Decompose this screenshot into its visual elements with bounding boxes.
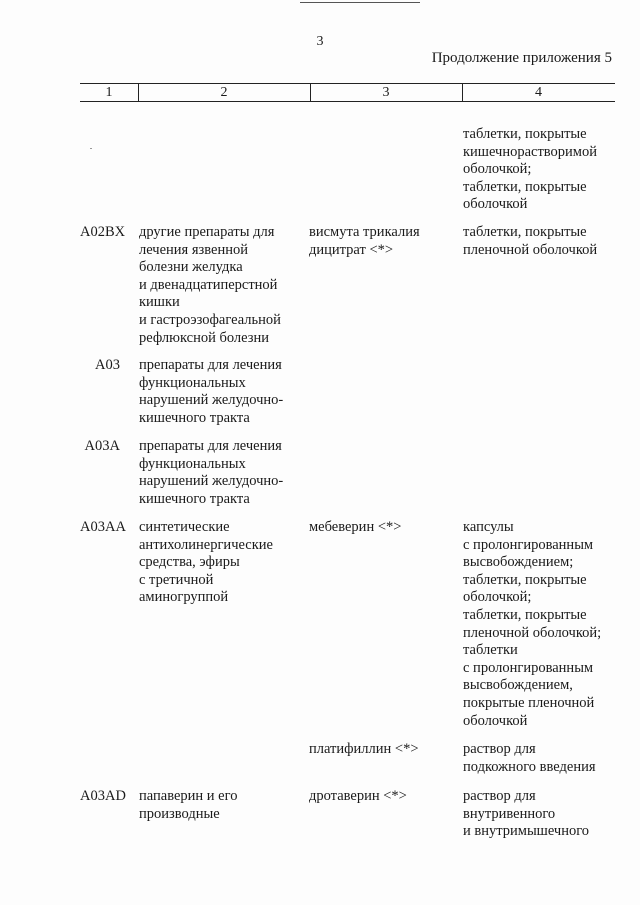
group-name-line: с третичной	[139, 571, 214, 588]
group-name-line: синтетические	[139, 519, 230, 535]
group-name	[139, 788, 304, 823]
drug-name	[309, 741, 457, 759]
group-name-line: папаверин и его	[139, 788, 238, 804]
dosage-form-line: с пролонгированным	[463, 536, 594, 553]
dosage-form	[463, 788, 623, 841]
drug-name-line: мебеверин <*>	[309, 519, 402, 535]
group-name-line: препараты для лечения	[139, 357, 282, 373]
dosage-form-line: высвобождением,	[463, 677, 573, 694]
dosage-form-line: внутривенного	[463, 805, 556, 822]
atc-code: A03AD	[80, 788, 126, 804]
dosage-form-line: покрытые пленочной	[463, 694, 595, 711]
dosage-form-line: оболочкой	[463, 196, 528, 213]
dosage-form-line: таблетки, покрытые	[463, 126, 587, 142]
dosage-form-line: оболочкой;	[463, 161, 532, 178]
dosage-form-line: таблетки, покрытые	[463, 571, 587, 588]
page-number: 3	[316, 34, 324, 49]
dosage-form	[463, 224, 623, 259]
group-name-line: другие препараты для	[139, 224, 275, 240]
dosage-form-line: подкожного введения	[463, 758, 596, 775]
continuation-title: Продолжение приложения 5	[431, 50, 612, 66]
group-name-line: функциональных	[139, 455, 246, 472]
dosage-form-line: раствор для	[463, 788, 536, 804]
dosage-form	[463, 519, 623, 730]
dosage-form-line: высвобождением;	[463, 554, 574, 571]
group-name-line: антихолинергические	[139, 536, 273, 553]
group-name-line: нарушений желудочно-	[139, 473, 284, 490]
header-col-3: 3	[382, 85, 390, 100]
dosage-form-line: оболочкой	[463, 712, 528, 729]
dosage-form-line: таблетки, покрытые	[463, 606, 587, 623]
atc-code: A02BX	[80, 224, 126, 240]
atc-code: A03	[95, 357, 120, 373]
drug-name-line: платифиллин <*>	[309, 741, 419, 757]
group-name-line: и двенадцатиперстной	[139, 276, 278, 293]
group-name	[139, 519, 304, 607]
group-name-line: лечения язвенной	[139, 241, 248, 258]
dosage-form-line: капсулы	[463, 519, 514, 535]
header-col-2: 2	[220, 85, 228, 100]
drug-name-line: висмута трикалия	[309, 224, 420, 240]
dosage-form-line: таблетки, покрытые	[463, 224, 587, 240]
group-name-line: кишки	[139, 294, 180, 311]
drug-name	[309, 788, 457, 806]
header-col-4: 4	[535, 85, 542, 100]
dosage-form-line: таблетки	[463, 642, 518, 659]
dosage-form-line: кишечнорастворимой	[463, 143, 597, 160]
table-header	[80, 83, 615, 102]
dosage-form-line: раствор для	[463, 741, 536, 757]
group-name-line: кишечного тракта	[139, 490, 250, 507]
group-name-line: рефлюксной болезни	[139, 329, 270, 346]
group-name-line: кишечного тракта	[139, 409, 250, 426]
drug-name	[309, 519, 457, 537]
group-name	[139, 224, 304, 347]
group-name	[139, 357, 304, 427]
scan-speck	[90, 148, 92, 149]
group-name-line: нарушений желудочно-	[139, 392, 284, 409]
group-name-line: средства, эфиры	[139, 554, 240, 571]
dosage-form	[463, 741, 623, 776]
top-edge-line	[300, 2, 420, 3]
dosage-form-line: пленочной оболочкой;	[463, 624, 602, 641]
dosage-form-line: таблетки, покрытые	[463, 178, 587, 195]
group-name-line: аминогруппой	[139, 589, 229, 606]
atc-code: A03A	[84, 438, 120, 454]
group-name-line: препараты для лечения	[139, 438, 282, 454]
atc-code: A03AA	[80, 519, 126, 535]
dosage-form	[463, 126, 623, 214]
dosage-form-line: пленочной оболочкой	[463, 241, 598, 258]
dosage-form-line: и внутримышечного	[463, 823, 590, 840]
group-name	[139, 438, 304, 508]
group-name-line: производные	[139, 805, 220, 822]
dosage-form-line: с пролонгированным	[463, 659, 594, 676]
dosage-form-line: оболочкой;	[463, 589, 532, 606]
group-name-line: функциональных	[139, 374, 246, 391]
drug-name	[309, 224, 457, 259]
group-name-line: и гастроэзофагеальной	[139, 311, 281, 328]
group-name-line: болезни желудка	[139, 259, 243, 276]
drug-name-line: дицитрат <*>	[309, 241, 394, 258]
drug-name-line: дротаверин <*>	[309, 788, 407, 804]
header-col-1: 1	[105, 85, 113, 100]
